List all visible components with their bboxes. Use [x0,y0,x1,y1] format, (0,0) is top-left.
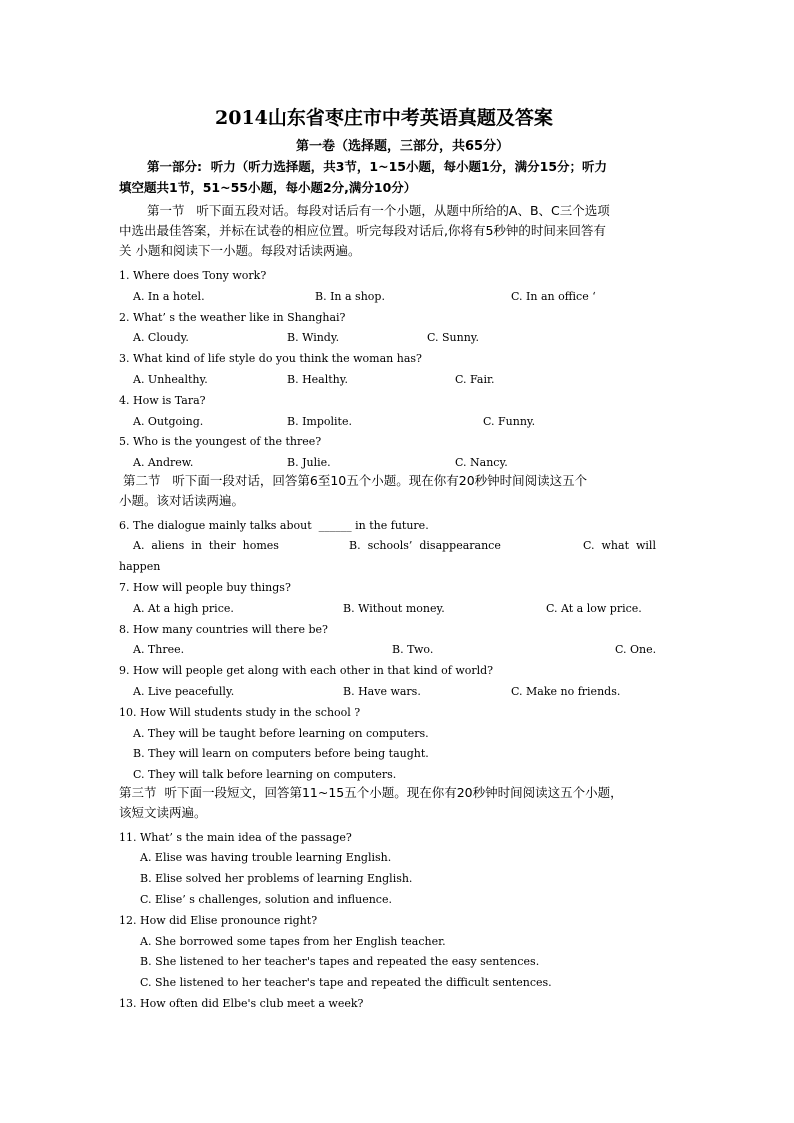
q2-option-a: A. Cloudy. [133,331,189,344]
q9-option-c: C. Make no friends. [511,685,621,698]
q12-option-c: C. She listened to her teacher's tape and repeated the difficult sentences. [140,976,552,989]
question-6: 6. The dialogue mainly talks about ______ in the future. [119,519,429,532]
section2-instruction-line2: 小题。该对话读两遍。 [119,493,245,508]
section1-instruction-line2: 中选出最佳答案，并标在试卷的相应位置。听完每段对话后,你将有5秒钟的时间来回答有 [119,223,606,238]
question-5: 5. Who is the youngest of the three? [119,435,322,448]
section1-instruction-line3: 关 小题和阅读下一小题。每段对话读两遍。 [119,243,361,258]
q5-option-c: C. Nancy. [455,456,508,469]
volume-heading: 第一卷（选择题，三部分，共65分） [296,139,510,154]
q2-option-b: B. Windy. [287,331,340,344]
question-1: 1. Where does Tony work? [119,269,267,282]
q8-option-a: A. Three. [133,643,185,656]
q11-option-a: A. Elise was having trouble learning English. [140,851,392,864]
page-title: 2014山东省枣庄市中考英语真题及答案 [215,107,553,129]
q5-option-b: B. Julie. [287,456,331,469]
q12-option-a: A. She borrowed some tapes from her English teacher. [140,935,446,948]
question-11: 11. What’ s the main idea of the passage? [119,831,352,844]
section2-instruction-line1: 第二节 听下面一段对话，回答第6至10五个小题。现在你有20秒钟时间阅读这五个 [119,473,588,488]
q11-option-c: C. Elise’ s challenges, solution and influence. [140,893,392,906]
question-2: 2. What’ s the weather like in Shanghai? [119,311,346,324]
question-9: 9. How will people get along with each other in that kind of world? [119,664,494,677]
q5-option-a: A. Andrew. [133,456,194,469]
q4-option-c: C. Funny. [483,415,536,428]
q11-option-b: B. Elise solved her problems of learning English. [140,872,413,885]
part1-heading-line2: 填空题共1节，51~55小题，每小题2分,满分10分） [119,180,417,195]
q1-option-b: B. In a shop. [315,290,385,303]
q3-option-b: B. Healthy. [287,373,349,386]
q4-option-b: B. Impolite. [287,415,352,428]
q7-option-a: A. At a high price. [133,602,234,615]
q10-option-a: A. They will be taught before learning on computers. [133,727,429,740]
section3-instruction-line1: 第三节 听下面一段短文，回答第11~15五个小题。现在你有20秒钟时间阅读这五个小题， [119,785,623,800]
question-10: 10. How Will students study in the school ? [119,706,361,719]
question-12: 12. How did Elise pronounce right? [119,914,318,927]
question-8: 8. How many countries will there be? [119,623,328,636]
q10-option-b: B. They will learn on computers before being taught. [133,747,429,760]
q6-option-c: C. what will [583,539,656,552]
question-3: 3. What kind of life style do you think the woman has? [119,352,422,365]
q7-option-b: B. Without money. [343,602,445,615]
question-4: 4. How is Tara? [119,394,206,407]
q4-option-a: A. Outgoing. [133,415,204,428]
q3-option-a: A. Unhealthy. [133,373,208,386]
part1-heading-line1: 第一部分: 听力（听力选择题，共3节，1~15小题，每小题1分，满分15分；听力 [147,159,608,174]
q1-option-c: C. In an office ‘ [511,290,596,303]
section1-instruction-line1: 第一节 听下面五段对话。每段对话后有一个小题，从题中所给的A、B、C三个选项 [147,203,610,218]
q9-option-a: A. Live peacefully. [133,685,235,698]
question-7: 7. How will people buy things? [119,581,291,594]
q9-option-b: B. Have wars. [343,685,421,698]
q1-option-a: A. In a hotel. [133,290,205,303]
q7-option-c: C. At a low price. [546,602,642,615]
section3-instruction-line2: 该短文读两遍。 [119,805,207,820]
q8-option-b: B. Two. [392,643,434,656]
q6-option-b: B. schools’ disappearance [349,539,501,552]
q8-option-c: C. One. [615,643,657,656]
q2-option-c: C. Sunny. [427,331,480,344]
q6-option-c-continued: happen [119,560,161,573]
q6-option-a: A. aliens in their homes [133,539,279,552]
question-13: 13. How often did Elbe's club meet a week? [119,997,364,1010]
q12-option-b: B. She listened to her teacher's tapes and repeated the easy sentences. [140,955,540,968]
q3-option-c: C. Fair. [455,373,495,386]
q10-option-c: C. They will talk before learning on computers. [133,768,397,781]
